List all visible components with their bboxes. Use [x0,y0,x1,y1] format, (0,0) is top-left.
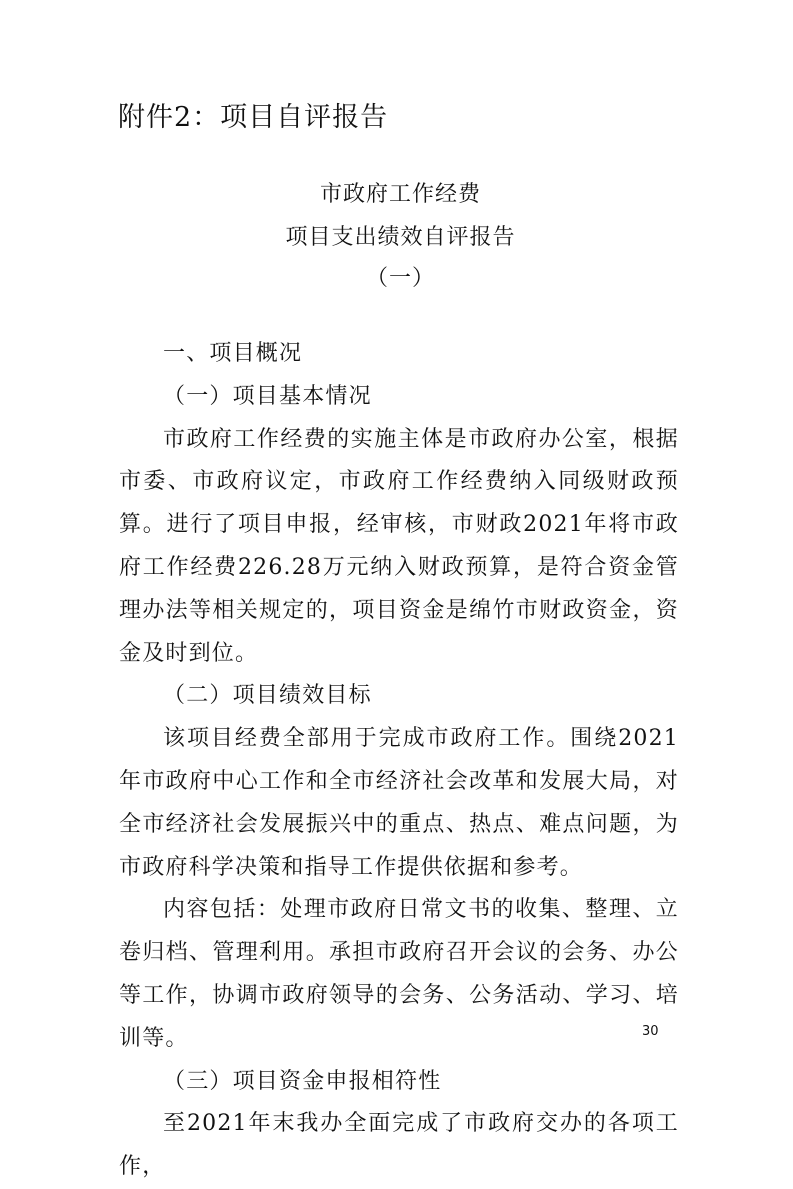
paragraph-performance-goal: 该项目经费全部用于完成市政府工作。围绕2021年市政府中心工作和全市经济社会改革和发展大局，对全市经济社会发展振兴中的重点、热点、难点问题，为市政府科学决策和指导工作提供依据和参考。 [119,726,679,880]
paragraph-basic-info: 市政府工作经费的实施主体是市政府办公室，根据市委、市政府议定，市政府工作经费纳入同级财政预算。进行了项目申报，经审核，市财政2021年将市政府工作经费226.28万元纳入财政预算，是符合资金管理办法等相关规定的，项目资金是绵竹市财政资金，资金及时到位。 [119,426,679,666]
attachment-title: 附件2：项目自评报告 [118,102,389,133]
page-number: 30 [642,1024,659,1039]
report-title-line2: 项目支出绩效自评报告 [285,225,516,250]
section-heading-fund-conformity: （三）项目资金申报相符性 [163,1068,442,1094]
section-heading-overview: 一、项目概况 [163,341,303,366]
report-title-line3: （一） [365,266,435,291]
paragraph-content-scope: 内容包括：处理市政府日常文书的收集、整理、立卷归档、管理利用。承担市政府召开会议的会务、办公等工作，协调市政府领导的会务、公务活动、学习、培训等。 [119,897,679,1051]
report-body [119,333,679,1189]
report-title-line1: 市政府工作经费 [319,182,481,207]
section-heading-basic-info: （一）项目基本情况 [163,383,372,409]
paragraph-fund-conformity: 至2021年末我办全面完成了市政府交办的各项工作， [119,1111,679,1180]
section-heading-performance-goal: （二）项目绩效目标 [163,683,372,709]
